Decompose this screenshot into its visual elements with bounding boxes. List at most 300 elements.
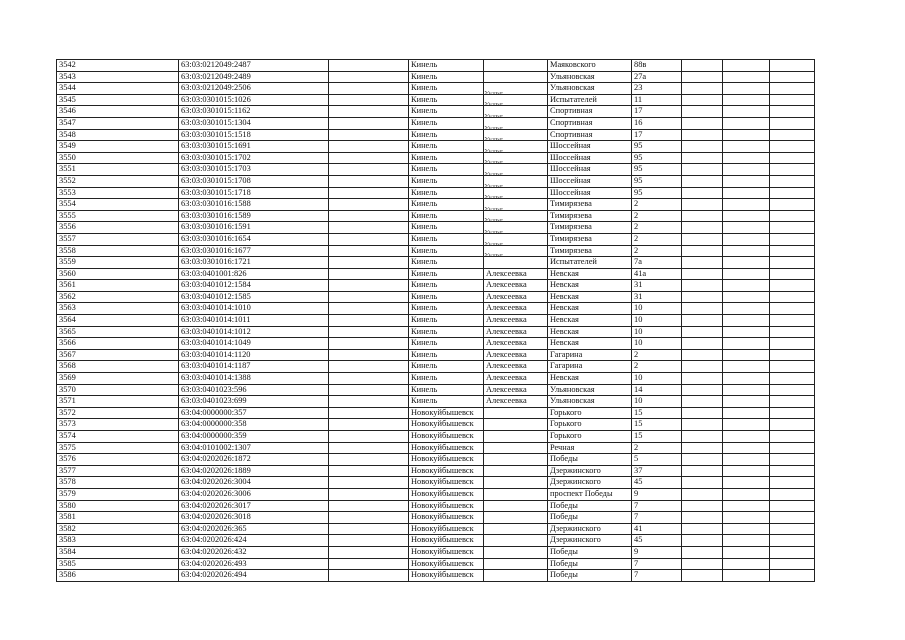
street-cell: Победы — [548, 500, 632, 512]
city-cell: Новокуйбышевск — [409, 535, 484, 547]
blank-cell-cell — [770, 523, 815, 535]
street-cell: Речная — [548, 442, 632, 454]
house-number-cell: 7 — [632, 512, 682, 524]
house-number-cell: 37 — [632, 465, 682, 477]
blank-cell-cell — [329, 315, 409, 327]
settlement-cell — [484, 71, 548, 83]
cadastral-number-cell: 63:04:0202026:3006 — [179, 488, 329, 500]
table-row — [57, 442, 815, 454]
blank-cell-cell — [682, 488, 723, 500]
cadastral-number-cell: 63:04:0000000:357 — [179, 407, 329, 419]
blank-cell-cell — [723, 291, 770, 303]
street-cell: Тимирязева — [548, 199, 632, 211]
city-cell: Кинель — [409, 291, 484, 303]
blank-cell-cell — [329, 419, 409, 431]
table-row — [57, 117, 815, 129]
city-cell: Кинель — [409, 268, 484, 280]
blank-cell-cell — [723, 442, 770, 454]
blank-cell-cell — [723, 233, 770, 245]
row-number-cell: 3571 — [57, 396, 179, 408]
settlement-cell — [484, 240, 548, 257]
blank-cell-cell — [329, 152, 409, 164]
street-cell: Спортивная — [548, 129, 632, 141]
street-cell: Победы — [548, 454, 632, 466]
row-number-cell: 3542 — [57, 60, 179, 72]
blank-cell-cell — [329, 349, 409, 361]
house-number-cell: 2 — [632, 245, 682, 257]
street-cell: Шоссейная — [548, 187, 632, 199]
house-number-cell: 95 — [632, 152, 682, 164]
blank-cell-cell — [723, 454, 770, 466]
street-cell: Спортивная — [548, 106, 632, 118]
table-row — [57, 315, 815, 327]
city-cell: Новокуйбышевск — [409, 523, 484, 535]
blank-cell-cell — [682, 94, 723, 106]
blank-cell-cell — [682, 175, 723, 187]
blank-cell-cell — [329, 523, 409, 535]
settlement-cell — [484, 431, 548, 443]
row-number-cell: 3549 — [57, 141, 179, 153]
row-number-cell: 3552 — [57, 175, 179, 187]
house-number-cell: 15 — [632, 407, 682, 419]
overlapping-text-artifact: Устье — [484, 240, 503, 246]
street-cell: Горького — [548, 419, 632, 431]
blank-cell-cell — [770, 210, 815, 222]
blank-cell-cell — [770, 384, 815, 396]
blank-cell-cell — [682, 431, 723, 443]
blank-cell-cell — [329, 361, 409, 373]
blank-cell-cell — [723, 71, 770, 83]
blank-cell-cell — [723, 465, 770, 477]
cadastral-number-cell: 63:03:0301015:1518 — [179, 129, 329, 141]
cadastral-number-cell: 63:03:0401014:1120 — [179, 349, 329, 361]
blank-cell-cell — [682, 291, 723, 303]
table-row — [57, 60, 815, 72]
blank-cell-cell — [723, 152, 770, 164]
settlement-cell — [484, 465, 548, 477]
overlapping-text-artifact: Устье — [484, 217, 503, 223]
house-number-cell: 7а — [632, 257, 682, 269]
house-number-cell: 2 — [632, 442, 682, 454]
cadastral-number-cell: 63:03:0301015:1708 — [179, 175, 329, 187]
blank-cell-cell — [329, 535, 409, 547]
table-row — [57, 558, 815, 570]
overlapping-text-artifact: Устье — [484, 136, 503, 142]
blank-cell-cell — [723, 431, 770, 443]
blank-cell-cell — [770, 407, 815, 419]
blank-cell-cell — [329, 396, 409, 408]
settlement-cell — [484, 217, 548, 234]
blank-cell-cell — [329, 558, 409, 570]
settlement-cell — [484, 228, 548, 245]
table-row — [57, 512, 815, 524]
street-cell: Тимирязева — [548, 210, 632, 222]
house-number-cell: 7 — [632, 558, 682, 570]
table-row — [57, 500, 815, 512]
overlapping-text-artifact: Устье — [484, 170, 503, 176]
row-number-cell: 3555 — [57, 210, 179, 222]
settlement-cell — [484, 512, 548, 524]
house-number-cell: 11 — [632, 94, 682, 106]
house-number-cell: 10 — [632, 303, 682, 315]
table-row — [57, 280, 815, 292]
overlapping-text-artifact: Устье — [484, 112, 503, 118]
blank-cell-cell — [682, 349, 723, 361]
blank-cell-cell — [682, 384, 723, 396]
blank-cell-cell — [329, 187, 409, 199]
cadastral-number-cell: 63:04:0101002:1307 — [179, 442, 329, 454]
cadastral-number-cell: 63:03:0301015:1703 — [179, 164, 329, 176]
row-number-cell: 3575 — [57, 442, 179, 454]
blank-cell-cell — [329, 60, 409, 72]
blank-cell-cell — [682, 546, 723, 558]
cadastral-number-cell: 63:04:0202026:3018 — [179, 512, 329, 524]
table-row — [57, 384, 815, 396]
table-row — [57, 454, 815, 466]
blank-cell-cell — [723, 488, 770, 500]
blank-cell-cell — [682, 233, 723, 245]
city-cell: Кинель — [409, 315, 484, 327]
table-row — [57, 407, 815, 419]
cadastral-number-cell: 63:03:0401023:699 — [179, 396, 329, 408]
blank-cell-cell — [723, 175, 770, 187]
registry-table — [56, 59, 815, 582]
blank-cell-cell — [770, 396, 815, 408]
row-number-cell: 3557 — [57, 233, 179, 245]
blank-cell-cell — [682, 465, 723, 477]
table-row — [57, 338, 815, 350]
blank-cell-cell — [682, 60, 723, 72]
street-cell: Тимирязева — [548, 245, 632, 257]
blank-cell-cell — [723, 106, 770, 118]
table-row — [57, 257, 815, 269]
city-cell: Кинель — [409, 210, 484, 222]
house-number-cell: 95 — [632, 141, 682, 153]
table-row — [57, 291, 815, 303]
cadastral-number-cell: 63:04:0202026:494 — [179, 570, 329, 582]
settlement-cell: Алексеевка — [484, 373, 548, 385]
city-cell: Кинель — [409, 349, 484, 361]
row-number-cell: 3566 — [57, 338, 179, 350]
blank-cell-cell — [723, 477, 770, 489]
city-cell: Кинель — [409, 384, 484, 396]
blank-cell-cell — [723, 94, 770, 106]
table-row — [57, 465, 815, 477]
settlement-cell — [484, 89, 548, 106]
cadastral-number-cell: 63:03:0301015:1702 — [179, 152, 329, 164]
blank-cell-cell — [329, 303, 409, 315]
city-cell: Кинель — [409, 233, 484, 245]
blank-cell-cell — [329, 454, 409, 466]
blank-cell-cell — [682, 245, 723, 257]
blank-cell-cell — [329, 222, 409, 234]
table-row — [57, 570, 815, 582]
settlement-cell — [484, 194, 548, 211]
street-cell: Шоссейная — [548, 152, 632, 164]
settlement-cell: Алексеевка — [484, 268, 548, 280]
row-number-cell: 3581 — [57, 512, 179, 524]
blank-cell-cell — [723, 117, 770, 129]
blank-cell-cell — [770, 454, 815, 466]
row-number-cell: 3582 — [57, 523, 179, 535]
street-cell: Ульяновская — [548, 71, 632, 83]
blank-cell-cell — [723, 210, 770, 222]
street-cell: Ульяновская — [548, 396, 632, 408]
city-cell: Новокуйбышевск — [409, 500, 484, 512]
city-cell: Кинель — [409, 164, 484, 176]
city-cell: Новокуйбышевск — [409, 465, 484, 477]
blank-cell-cell — [329, 431, 409, 443]
table-row — [57, 106, 815, 118]
settlement-cell: Алексеевка — [484, 280, 548, 292]
row-number-cell: 3553 — [57, 187, 179, 199]
blank-cell-cell — [682, 117, 723, 129]
row-number-cell: 3565 — [57, 326, 179, 338]
row-number-cell: 3560 — [57, 268, 179, 280]
city-cell: Новокуйбышевск — [409, 442, 484, 454]
house-number-cell: 45 — [632, 535, 682, 547]
house-number-cell: 10 — [632, 315, 682, 327]
settlement-cell — [484, 170, 548, 187]
blank-cell-cell — [682, 210, 723, 222]
blank-cell-cell — [770, 558, 815, 570]
row-number-cell: 3569 — [57, 373, 179, 385]
city-cell: Кинель — [409, 222, 484, 234]
blank-cell-cell — [329, 245, 409, 257]
house-number-cell: 7 — [632, 570, 682, 582]
blank-cell-cell — [682, 523, 723, 535]
overlapping-text-artifact: Устье — [484, 194, 503, 200]
blank-cell-cell — [723, 500, 770, 512]
table-row — [57, 71, 815, 83]
table-row — [57, 373, 815, 385]
blank-cell-cell — [723, 361, 770, 373]
table-row — [57, 152, 815, 164]
blank-cell-cell — [682, 303, 723, 315]
street-cell: Шоссейная — [548, 175, 632, 187]
street-cell: проспект Победы — [548, 488, 632, 500]
table-row — [57, 535, 815, 547]
blank-cell-cell — [723, 60, 770, 72]
blank-cell-cell — [770, 338, 815, 350]
blank-cell-cell — [329, 233, 409, 245]
cadastral-number-cell: 63:03:0301015:1304 — [179, 117, 329, 129]
city-cell: Новокуйбышевск — [409, 488, 484, 500]
overlapping-text-artifact: Устье — [484, 124, 503, 130]
settlement-cell — [484, 570, 548, 582]
house-number-cell: 14 — [632, 384, 682, 396]
blank-cell-cell — [682, 477, 723, 489]
blank-cell-cell — [723, 222, 770, 234]
street-cell: Дзержинского — [548, 465, 632, 477]
blank-cell-cell — [682, 83, 723, 95]
city-cell: Кинель — [409, 245, 484, 257]
house-number-cell: 9 — [632, 488, 682, 500]
street-cell: Шоссейная — [548, 141, 632, 153]
blank-cell-cell — [770, 373, 815, 385]
blank-cell-cell — [723, 535, 770, 547]
blank-cell-cell — [329, 326, 409, 338]
city-cell: Кинель — [409, 373, 484, 385]
settlement-cell — [484, 124, 548, 141]
blank-cell-cell — [682, 326, 723, 338]
blank-cell-cell — [329, 83, 409, 95]
cadastral-number-cell: 63:04:0202026:424 — [179, 535, 329, 547]
blank-cell-cell — [682, 257, 723, 269]
street-cell: Гагарина — [548, 361, 632, 373]
blank-cell-cell — [723, 512, 770, 524]
blank-cell-cell — [682, 71, 723, 83]
blank-cell-cell — [329, 268, 409, 280]
blank-cell-cell — [770, 431, 815, 443]
row-number-cell: 3570 — [57, 384, 179, 396]
overlapping-text-artifact: Устье — [484, 205, 503, 211]
settlement-cell — [484, 477, 548, 489]
row-number-cell: 3563 — [57, 303, 179, 315]
blank-cell-cell — [723, 349, 770, 361]
blank-cell-cell — [329, 477, 409, 489]
blank-cell-cell — [723, 280, 770, 292]
blank-cell-cell — [770, 477, 815, 489]
overlapping-text-artifact: Устье — [484, 182, 503, 188]
blank-cell-cell — [682, 442, 723, 454]
house-number-cell: 10 — [632, 338, 682, 350]
city-cell: Кинель — [409, 326, 484, 338]
blank-cell-cell — [329, 407, 409, 419]
row-number-cell: 3584 — [57, 546, 179, 558]
city-cell: Новокуйбышевск — [409, 407, 484, 419]
house-number-cell: 5 — [632, 454, 682, 466]
street-cell: Ульяновская — [548, 83, 632, 95]
street-cell: Испытателей — [548, 94, 632, 106]
settlement-cell — [484, 159, 548, 176]
cadastral-number-cell: 63:04:0000000:359 — [179, 431, 329, 443]
row-number-cell: 3586 — [57, 570, 179, 582]
house-number-cell: 2 — [632, 349, 682, 361]
blank-cell-cell — [723, 396, 770, 408]
cadastral-number-cell: 63:03:0401014:1012 — [179, 326, 329, 338]
overlapping-text-artifact: Устье — [484, 252, 503, 258]
city-cell: Кинель — [409, 303, 484, 315]
cadastral-number-cell: 63:03:0301016:1589 — [179, 210, 329, 222]
street-cell: Дзержинского — [548, 477, 632, 489]
blank-cell-cell — [770, 222, 815, 234]
cadastral-number-cell: 63:04:0202026:1872 — [179, 454, 329, 466]
blank-cell-cell — [770, 233, 815, 245]
house-number-cell: 41 — [632, 523, 682, 535]
house-number-cell: 16 — [632, 117, 682, 129]
row-number-cell: 3547 — [57, 117, 179, 129]
blank-cell-cell — [329, 71, 409, 83]
table-row — [57, 199, 815, 211]
house-number-cell: 95 — [632, 175, 682, 187]
blank-cell-cell — [723, 257, 770, 269]
cadastral-number-cell: 63:03:0301016:1721 — [179, 257, 329, 269]
blank-cell-cell — [770, 488, 815, 500]
blank-cell-cell — [770, 512, 815, 524]
street-cell: Спортивная — [548, 117, 632, 129]
blank-cell-cell — [770, 326, 815, 338]
table-row — [57, 268, 815, 280]
blank-cell-cell — [329, 488, 409, 500]
blank-cell-cell — [723, 558, 770, 570]
blank-cell-cell — [770, 141, 815, 153]
blank-cell-cell — [770, 129, 815, 141]
row-number-cell: 3561 — [57, 280, 179, 292]
blank-cell-cell — [329, 94, 409, 106]
house-number-cell: 17 — [632, 129, 682, 141]
blank-cell-cell — [770, 291, 815, 303]
blank-cell-cell — [723, 187, 770, 199]
settlement-cell — [484, 60, 548, 72]
street-cell: Невская — [548, 280, 632, 292]
cadastral-number-cell: 63:03:0401014:1010 — [179, 303, 329, 315]
city-cell: Новокуйбышевск — [409, 477, 484, 489]
city-cell: Кинель — [409, 280, 484, 292]
row-number-cell: 3543 — [57, 71, 179, 83]
settlement-cell — [484, 205, 548, 222]
overlapping-text-artifact: Устье — [484, 101, 503, 107]
table-row — [57, 222, 815, 234]
settlement-cell — [484, 147, 548, 164]
city-cell: Кинель — [409, 60, 484, 72]
settlement-cell — [484, 112, 548, 129]
blank-cell-cell — [329, 546, 409, 558]
overlapping-text-artifact: Устье — [484, 147, 503, 153]
cadastral-number-cell: 63:03:0301016:1591 — [179, 222, 329, 234]
table-row — [57, 523, 815, 535]
table-row — [57, 303, 815, 315]
blank-cell-cell — [770, 152, 815, 164]
row-number-cell: 3572 — [57, 407, 179, 419]
blank-cell-cell — [329, 384, 409, 396]
city-cell: Кинель — [409, 257, 484, 269]
cadastral-number-cell: 63:03:0301016:1588 — [179, 199, 329, 211]
table-row — [57, 210, 815, 222]
blank-cell-cell — [723, 407, 770, 419]
blank-cell-cell — [770, 94, 815, 106]
row-number-cell: 3583 — [57, 535, 179, 547]
settlement-cell — [484, 558, 548, 570]
blank-cell-cell — [329, 500, 409, 512]
blank-cell-cell — [329, 442, 409, 454]
blank-cell-cell — [682, 222, 723, 234]
blank-cell-cell — [682, 106, 723, 118]
table-row — [57, 361, 815, 373]
row-number-cell: 3546 — [57, 106, 179, 118]
house-number-cell: 10 — [632, 396, 682, 408]
blank-cell-cell — [682, 141, 723, 153]
cadastral-number-cell: 63:03:0212049:2487 — [179, 60, 329, 72]
table-row — [57, 187, 815, 199]
house-number-cell: 10 — [632, 326, 682, 338]
blank-cell-cell — [723, 164, 770, 176]
city-cell: Новокуйбышевск — [409, 558, 484, 570]
table-row — [57, 488, 815, 500]
cadastral-number-cell: 63:04:0202026:493 — [179, 558, 329, 570]
blank-cell-cell — [329, 280, 409, 292]
blank-cell-cell — [770, 570, 815, 582]
blank-cell-cell — [682, 268, 723, 280]
street-cell: Победы — [548, 512, 632, 524]
row-number-cell: 3556 — [57, 222, 179, 234]
street-cell: Невская — [548, 315, 632, 327]
table-row — [57, 175, 815, 187]
street-cell: Дзержинского — [548, 523, 632, 535]
cadastral-number-cell: 63:04:0202026:3017 — [179, 500, 329, 512]
blank-cell-cell — [723, 523, 770, 535]
house-number-cell: 15 — [632, 431, 682, 443]
